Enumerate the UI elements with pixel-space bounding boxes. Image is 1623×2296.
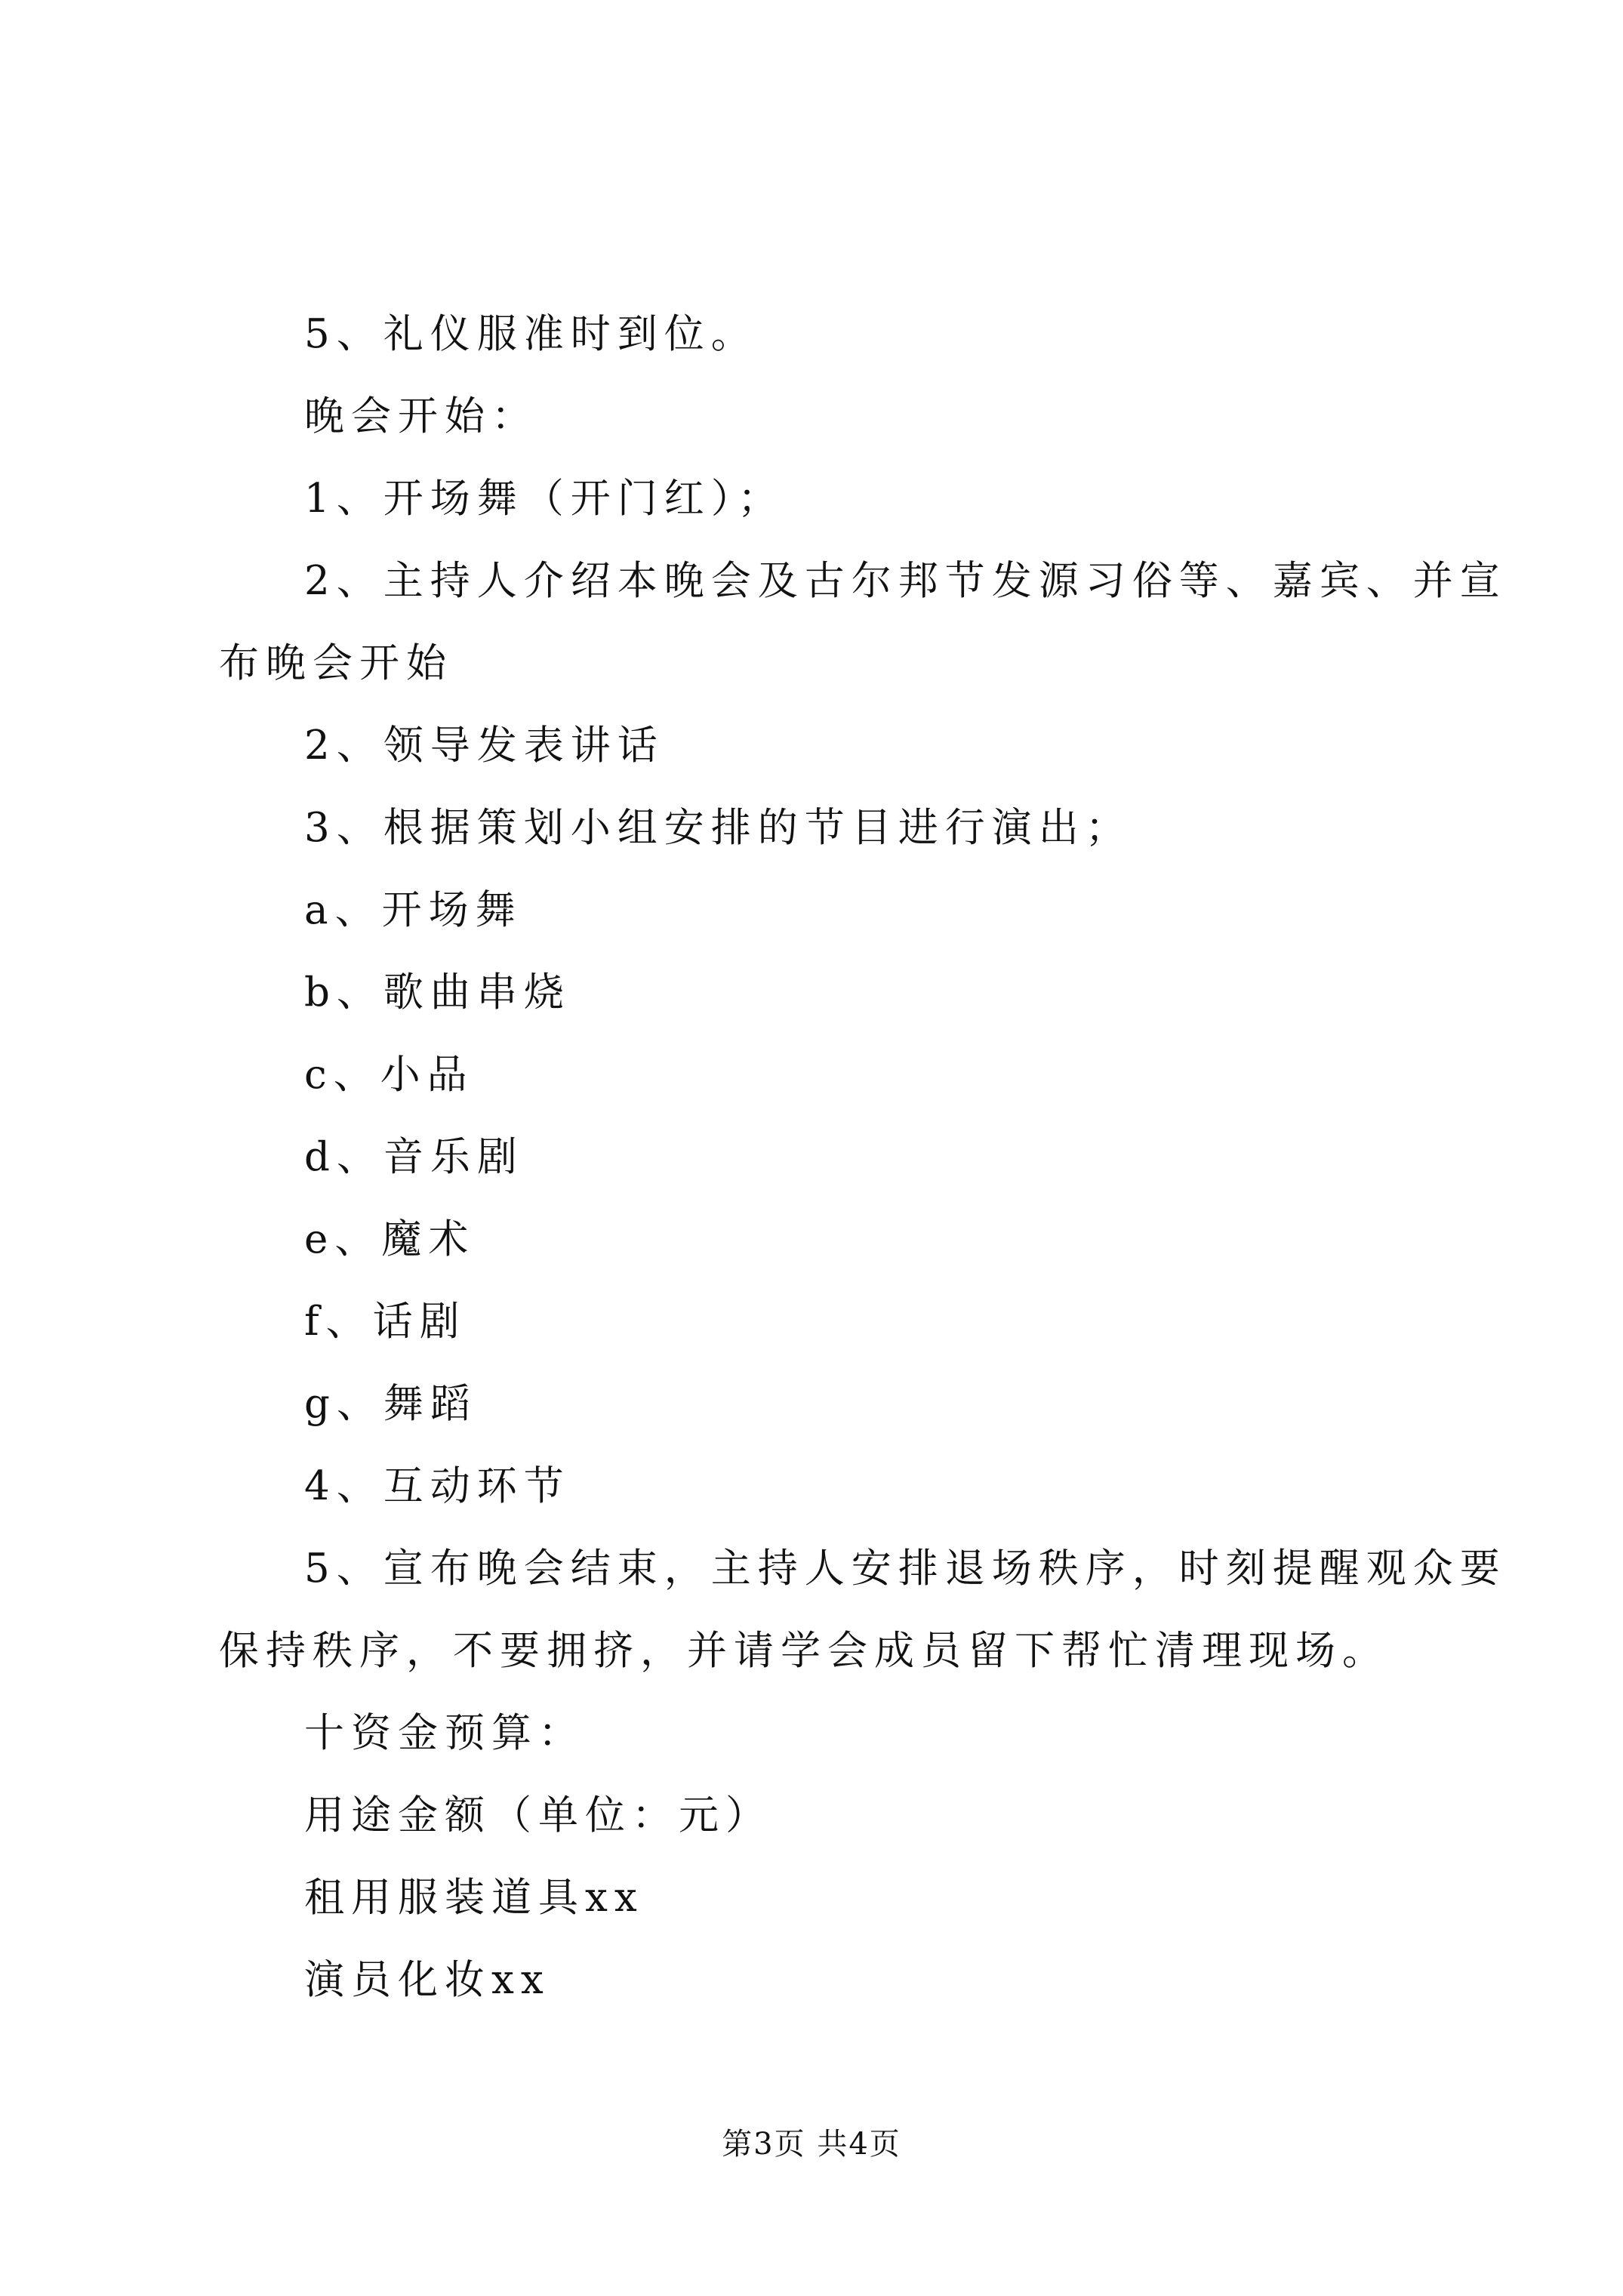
text-line: 3、根据策划小组安排的节目进行演出； bbox=[304, 805, 1132, 851]
text-line: 租用服装道具xx bbox=[304, 1875, 644, 1921]
text-line-continuation: 保持秩序，不要拥挤，并请学会成员留下帮忙清理现场。 bbox=[219, 1628, 1389, 1674]
text-line: 2、领导发表讲话 bbox=[304, 723, 664, 769]
section-heading: 十资金预算： bbox=[304, 1710, 585, 1756]
page-number-footer: 第3页 共4页 bbox=[722, 2127, 901, 2162]
list-item: e、魔术 bbox=[304, 1216, 476, 1262]
list-item: d、音乐剧 bbox=[304, 1134, 524, 1180]
list-item: b、歌曲串烧 bbox=[304, 969, 571, 1015]
text-line: 1、开场舞（开门红）； bbox=[304, 476, 785, 522]
text-line: 5、礼仪服准时到位。 bbox=[304, 311, 758, 357]
text-line: 演员化妆xx bbox=[304, 1957, 550, 2003]
text-line: 5、宣布晚会结束，主持人安排退场秩序，时刻提醒观众要 bbox=[304, 1546, 1507, 1592]
list-item: f、话剧 bbox=[304, 1299, 467, 1345]
text-line: 用途金额（单位：元） bbox=[304, 1792, 772, 1838]
list-item: c、小品 bbox=[304, 1052, 474, 1098]
list-item: g、舞蹈 bbox=[304, 1381, 477, 1427]
text-line: 4、互动环节 bbox=[304, 1463, 571, 1509]
text-line-continuation: 布晚会开始 bbox=[219, 640, 453, 686]
text-line: 2、主持人介绍本晚会及古尔邦节发源习俗等、嘉宾、并宣 bbox=[304, 558, 1507, 604]
list-item: a、开场舞 bbox=[304, 887, 522, 933]
section-heading: 晚会开始： bbox=[304, 393, 538, 439]
